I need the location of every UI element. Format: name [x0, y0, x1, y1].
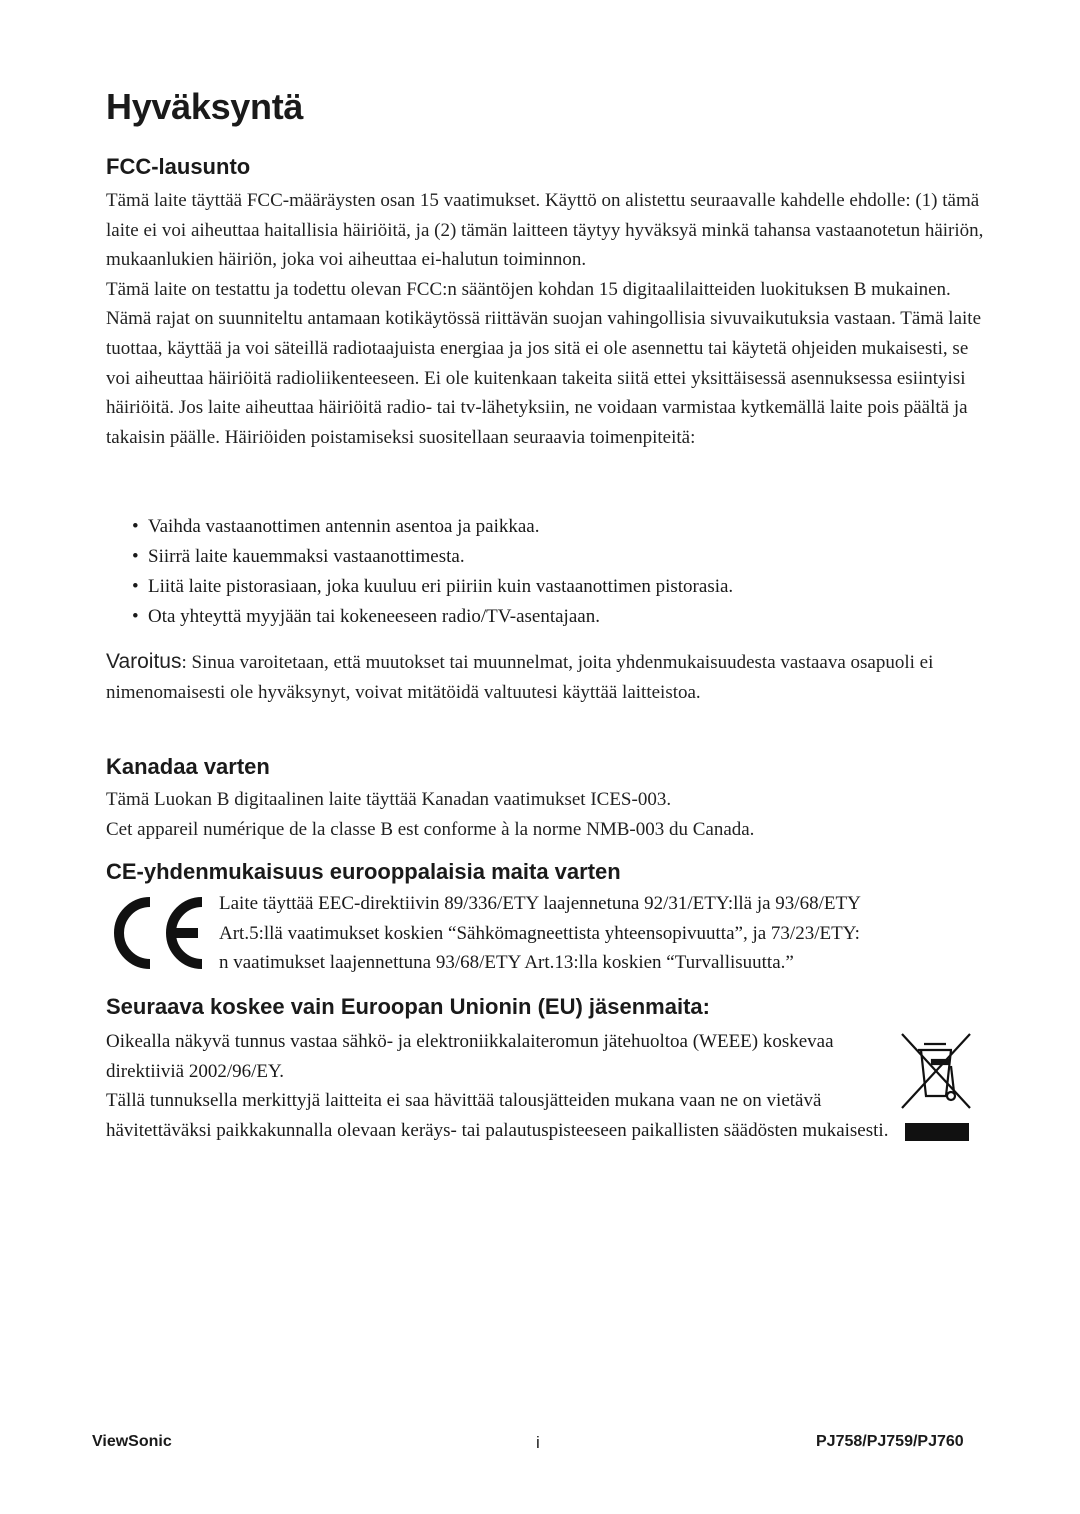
- eu-paragraph-2: Tällä tunnuksella merkittyjä laitteita ei saa hävittää talousjätteiden mukana vaan ne on vietävä hävitettäväksi paikkakunnalla olevaan keräys- tai palautuspisteeseen paikallisten säädösten mukaisesti.: [106, 1090, 889, 1141]
- canada-line-2: Cet appareil numérique de la classe B est conforme à la norme NMB-003 du Canada.: [106, 818, 755, 840]
- ce-body: [219, 889, 979, 978]
- list-item: • Liitä laite pistorasiaan, joka kuuluu eri piiriin kuin vastaanottimen pistorasia.: [132, 572, 733, 602]
- ce-line: Laite täyttää EEC-direktiivin 89/336/ETY laajennetuna 92/31/ETY:llä ja 93/68/ETY: [219, 893, 861, 914]
- bullet-icon: •: [132, 606, 139, 627]
- fcc-measures-list: [132, 512, 733, 632]
- list-item: • Ota yhteyttä myyjään tai kokeneeseen radio/TV-asentajaan.: [132, 602, 733, 632]
- canada-heading: Kanadaa varten: [106, 754, 270, 779]
- ce-mark-icon: [104, 892, 212, 974]
- warning-paragraph: [106, 647, 986, 707]
- fcc-paragraph-2: Tämä laite on testattu ja todettu olevan FCC:n sääntöjen kohdan 15 digitaalilaitteiden luokituksen B mukainen. Nämä rajat on suunniteltu antamaan kotikäytössä riittävän suojan vahingollisia sivuvaikutuksia vastaan. Tämä laite tuottaa, käyttää ja voi säteillä radiotaajuista energiaa ja jos sitä ei ole asennettu tai käytetä ohjeiden mukaisesti, se voi aiheuttaa häiriöitä radioliikenteeseen. Ei ole kuitenkaan takeita siitä ettei yksittäisessä asennuksessa esiintyisi häiriöitä. Jos laite aiheuttaa häiriöitä radio- tai tv-lähetyksiin, ne voidaan varmistaa kytkemällä laite pois päältä ja takaisin päälle. Häiriöiden poistamiseksi suositellaan seuraavia toimenpiteitä:: [106, 278, 982, 448]
- list-item: • Siirrä laite kauemmaksi vastaanottimesta.: [132, 542, 733, 572]
- fcc-heading: FCC-lausunto: [106, 154, 251, 179]
- warning-label: Varoitus: [106, 650, 182, 673]
- ce-line: n vaatimukset laajennettuna 93/68/ETY Art.13:lla koskien “Turvallisuutta.”: [219, 952, 794, 974]
- footer-model: PJ758/PJ759/PJ760: [816, 1433, 964, 1450]
- eu-body: [106, 1027, 896, 1145]
- footer-page-number: i: [536, 1433, 540, 1452]
- fcc-body: [106, 186, 986, 452]
- ce-heading: CE-yhdenmukaisuus eurooppalaisia maita varten: [106, 859, 621, 884]
- eu-paragraph-1: Oikealla näkyvä tunnus vastaa sähkö- ja elektroniikkalaiteromun jätehuoltoa (WEEE) koskevaa direktiiviä 2002/96/EY.: [106, 1031, 834, 1082]
- canada-body: [106, 785, 986, 844]
- bullet-icon: •: [132, 546, 139, 567]
- warning-text: : Sinua varoitetaan, että muutokset tai muunnelmat, joita yhdenmukaisuudesta vastaava osapuoli ei nimenomaisesti ole hyväksynyt, voivat mitätöidä valtuutesi käyttää laitteistoa.: [106, 652, 934, 703]
- weee-bar: [905, 1123, 969, 1141]
- canada-line-1: Tämä Luokan B digitaalinen laite täyttää Kanadan vaatimukset ICES-003.: [106, 789, 672, 810]
- footer-brand: ViewSonic: [92, 1433, 172, 1450]
- ce-line: Art.5:llä vaatimukset koskien “Sähkömagneettista yhteensopivuutta”, ja 73/23/ETY:: [219, 922, 860, 944]
- fcc-paragraph-1: Tämä laite täyttää FCC-määräysten osan 15 vaatimukset. Käyttö on alistettu seuraavalle kahdelle ehdolle: (1) tämä laite ei voi aiheuttaa haitallisia häiriöitä, ja (2) tämän laitteen täytyy hyväksyä minkä tahansa vastaanotetun häiriön, mukaanlukien häiriön, joka voi aiheuttaa ei-halutun toiminnon.: [106, 190, 984, 271]
- bullet-icon: •: [132, 576, 139, 597]
- crossed-out-wheelie-bin-icon: [896, 1030, 976, 1112]
- bullet-icon: •: [132, 516, 139, 537]
- list-item: • Vaihda vastaanottimen antennin asentoa ja paikkaa.: [132, 512, 733, 542]
- page-title: Hyväksyntä: [106, 86, 304, 127]
- eu-heading: Seuraava koskee vain Euroopan Unionin (EU) jäsenmaita:: [106, 994, 710, 1019]
